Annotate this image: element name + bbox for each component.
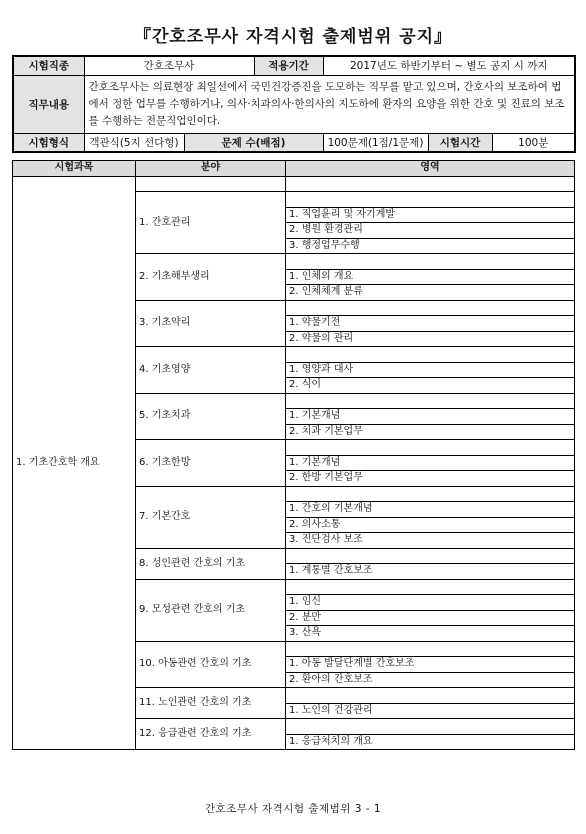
area-cell: 2. 환아의 간호보조 (286, 672, 575, 688)
area-cell: 1. 계통별 간호보조 (286, 564, 575, 580)
count-label: 문제 수(배점) (184, 133, 323, 152)
area-cell: 2. 약물의 관리 (286, 331, 575, 347)
subject-cell: 1. 기초간호학 개요 (13, 176, 136, 750)
field-cell: 12. 응급관련 간호의 기초 (136, 719, 286, 750)
area-cell-empty (286, 300, 575, 316)
period-value: 2017년도 하반기부터 ~ 별도 공지 시 까지 (323, 56, 575, 75)
area-cell-empty (286, 548, 575, 564)
field-cell: 8. 성인관련 간호의 기초 (136, 548, 286, 579)
field-cell: 4. 기초영양 (136, 347, 286, 394)
area-cell: 1. 영양과 대사 (286, 362, 575, 378)
time-label: 시험시간 (428, 133, 492, 152)
area-cell: 2. 한방 기본업무 (286, 471, 575, 487)
area-cell: 1. 노인의 건강관리 (286, 703, 575, 719)
area-cell-empty (286, 176, 575, 192)
area-cell-empty (286, 719, 575, 735)
exam-info-table (12, 55, 576, 153)
duty-description: 간호조무사는 의료현장 최일선에서 국민건강증진을 도모하는 직무를 맡고 있으며, 간호사의 보조하여 법에서 정한 업무를 수행하거나, 의사·치과의사·한의사의 지도하에 환자의 요양을 위한 간호 및 진료의 보조를 수행하는 전문직업인이다. (84, 75, 575, 133)
area-cell: 1. 직업윤리 및 자기계발 (286, 207, 575, 223)
period-label: 적용기간 (254, 56, 323, 75)
area-cell: 1. 임신 (286, 595, 575, 611)
field-cell: 7. 기본간호 (136, 486, 286, 548)
header-subject: 시험과목 (13, 161, 136, 177)
area-cell-empty (286, 347, 575, 363)
area-cell: 3. 산욕 (286, 626, 575, 642)
field-cell: 3. 기초약리 (136, 300, 286, 347)
header-area: 영역 (286, 161, 575, 177)
area-cell: 1. 기본개념 (286, 455, 575, 471)
format-value: 객관식(5지 선다형) (84, 133, 184, 152)
table-row (13, 176, 575, 192)
area-cell-empty (286, 254, 575, 270)
field-cell: 1. 간호관리 (136, 192, 286, 254)
area-cell: 1. 응급처치의 개요 (286, 734, 575, 750)
area-cell-empty (286, 579, 575, 595)
document-title: 『간호조무사 자격시험 출제범위 공지』 (133, 27, 453, 47)
area-cell: 1. 아동 발달단계별 간호보조 (286, 657, 575, 673)
area-cell: 1. 간호의 기본개념 (286, 502, 575, 518)
field-cell: 9. 모성관련 간호의 기초 (136, 579, 286, 641)
area-cell-empty (286, 192, 575, 208)
field-cell: 2. 기초해부생리 (136, 254, 286, 301)
area-cell: 2. 식이 (286, 378, 575, 394)
area-cell: 2. 의사소통 (286, 517, 575, 533)
area-cell: 2. 치과 기본업무 (286, 424, 575, 440)
area-cell-empty (286, 440, 575, 456)
area-cell: 3. 진단검사 보조 (286, 533, 575, 549)
count-value: 100문제(1점/1문제) (323, 133, 428, 152)
area-cell: 2. 병원 환경관리 (286, 223, 575, 239)
exam-scope-table (12, 160, 575, 750)
area-cell-empty (286, 641, 575, 657)
area-cell: 2. 분만 (286, 610, 575, 626)
area-cell: 2. 인체체계 분류 (286, 285, 575, 301)
area-cell: 1. 약물기전 (286, 316, 575, 332)
area-cell: 1. 기본개념 (286, 409, 575, 425)
format-label: 시험형식 (13, 133, 84, 152)
field-cell: 6. 기초한방 (136, 440, 286, 487)
field-cell: 5. 기초치과 (136, 393, 286, 440)
page-footer: 간호조무사 자격시험 출제범위 3 - 1 (204, 803, 382, 815)
area-cell-empty (286, 486, 575, 502)
header-field: 분야 (136, 161, 286, 177)
field-cell-empty (136, 176, 286, 192)
area-cell: 3. 행정업무수행 (286, 238, 575, 254)
area-cell-empty (286, 688, 575, 704)
area-cell: 1. 인체의 개요 (286, 269, 575, 285)
field-label: 시험직종 (13, 56, 84, 75)
field-cell: 10. 아동관련 간호의 기초 (136, 641, 286, 688)
area-cell-empty (286, 393, 575, 409)
time-value: 100분 (492, 133, 575, 152)
field-cell: 11. 노인관련 간호의 기초 (136, 688, 286, 719)
duty-label: 직무내용 (13, 75, 84, 133)
field-value: 간호조무사 (84, 56, 254, 75)
